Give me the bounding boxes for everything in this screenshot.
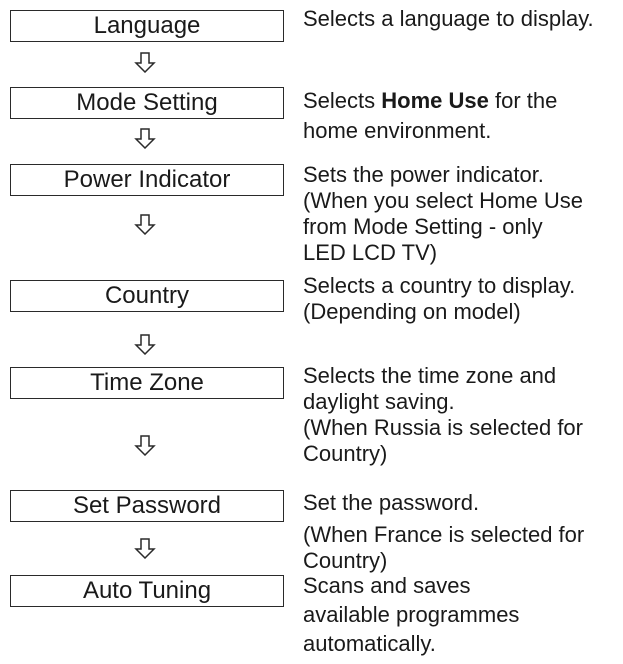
description-line: automatically. [303, 631, 436, 656]
description-mode-setting [303, 88, 621, 144]
down-arrow-icon [134, 127, 156, 149]
step-label: Language [93, 12, 201, 39]
description-auto-tuning [303, 573, 621, 657]
description-line: Country) [303, 548, 388, 573]
description-bold-text: Home Use [381, 88, 489, 113]
step-box-power-indicator [10, 164, 284, 196]
step-label: Set Password [72, 492, 222, 519]
down-arrow-icon [134, 333, 156, 355]
step-box-set-password [10, 490, 284, 522]
description-power-indicator [303, 162, 621, 266]
description-time-zone [303, 363, 621, 467]
step-box-country [10, 280, 284, 312]
description-line: (Depending on model) [303, 299, 521, 324]
step-box-mode-setting [10, 87, 284, 119]
description-line: Set the password. [303, 490, 480, 515]
step-label: Auto Tuning [82, 577, 212, 604]
step-label: Country [104, 282, 190, 309]
description-line: Country) [303, 441, 388, 466]
down-arrow-icon [134, 434, 156, 456]
description-line: Selects a country to display. [303, 273, 576, 298]
description-line: (When France is selected for [303, 522, 585, 547]
description-line: Scans and saves [303, 573, 471, 598]
description-line: daylight saving. [303, 389, 455, 414]
description-country [303, 273, 621, 325]
description-line: Selects the time zone and [303, 363, 557, 388]
description-text: for the [488, 88, 558, 113]
description-line: from Mode Setting - only [303, 214, 543, 239]
step-box-time-zone [10, 367, 284, 399]
description-line: (When Russia is selected for [303, 415, 583, 440]
step-label: Time Zone [90, 369, 204, 396]
description-line: (When you select Home Use [303, 188, 583, 213]
description-line: Sets the power indicator. [303, 162, 544, 187]
step-label: Mode Setting [76, 89, 218, 116]
description-line [303, 88, 621, 114]
description-language [303, 6, 621, 32]
down-arrow-icon [134, 537, 156, 559]
step-box-language [10, 10, 284, 42]
down-arrow-icon [134, 51, 156, 73]
down-arrow-icon [134, 213, 156, 235]
description-line: LED LCD TV) [303, 240, 438, 265]
description-line: home environment. [303, 118, 492, 143]
step-label: Power Indicator [63, 166, 231, 193]
description-line: Selects a language to display. [303, 6, 594, 31]
description-set-password [303, 490, 621, 574]
description-line: available programmes [303, 602, 520, 627]
description-text: Selects [303, 88, 382, 113]
step-box-auto-tuning [10, 575, 284, 607]
